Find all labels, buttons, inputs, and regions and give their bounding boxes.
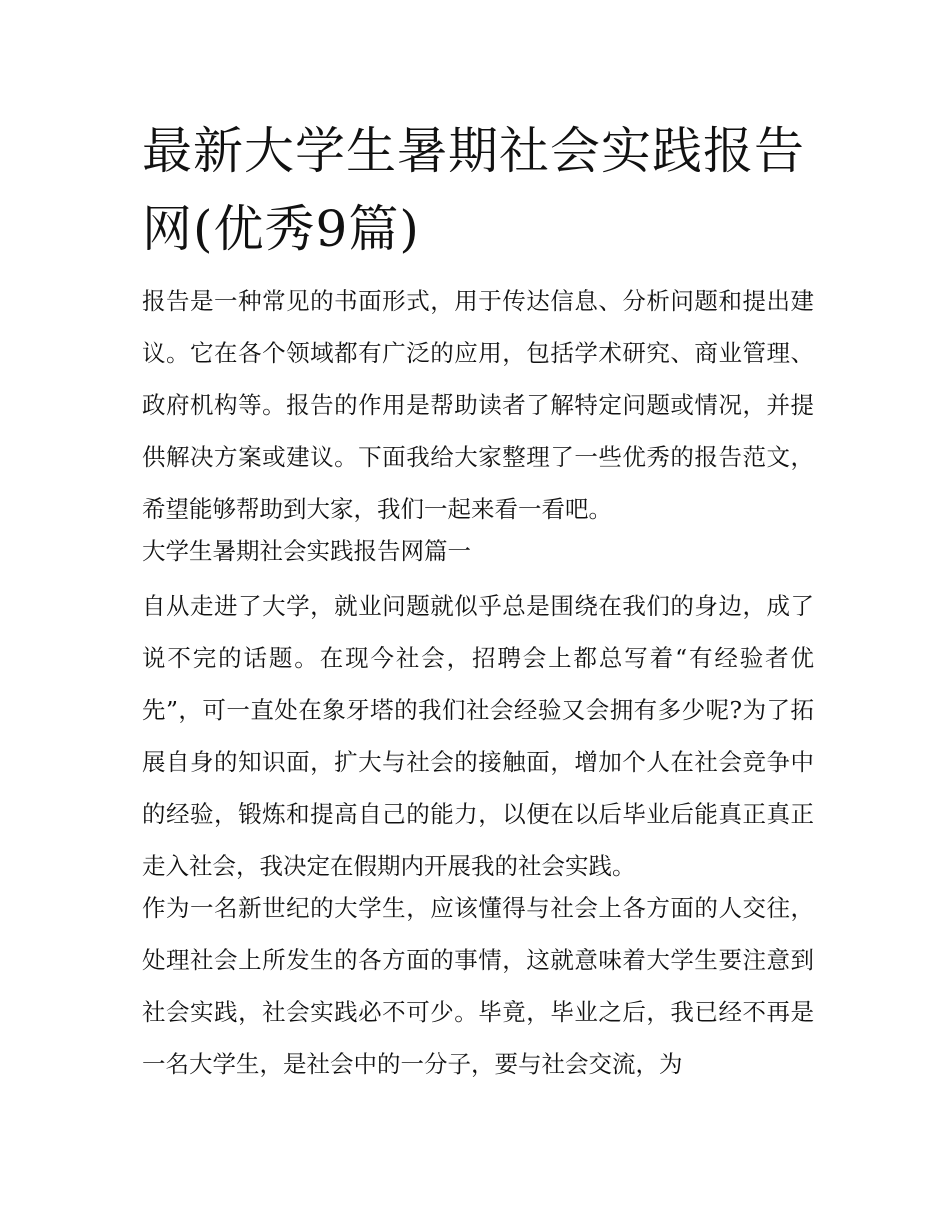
- intro-paragraph: 报告是一种常见的书面形式，用于传达信息、分析问题和提出建议。它在各个领域都有广泛的应用，包括学术研究、商业管理、政府机构等。报告的作用是帮助读者了解特定问题或情况，并提供解决方案或建议。下面我给大家整理了一些优秀的报告范文，希望能够帮助到大家，我们一起来看一看吧。: [142, 287, 814, 523]
- document-title: 最新大学生暑期社会实践报告网(优秀9篇): [142, 122, 805, 258]
- body-paragraph-2: 作为一名新世纪的大学生，应该懂得与社会上各方面的人交往，处理社会上所发生的各方面的事情，这就意味着大学生要注意到社会实践，社会实践必不可少。毕竟，毕业之后，我已经不再是一名大学生，是社会中的一分子，要与社会交流，为: [142, 894, 814, 1078]
- body-paragraph-1: 自从走进了大学，就业问题就似乎总是围绕在我们的身边，成了说不完的话题。在现今社会，招聘会上都总写着“有经验者优先”，可一直处在象牙塔的我们社会经验又会拥有多少呢?为了拓展自身的知识面，扩大与社会的接触面，增加个人在社会竞争中的经验，锻炼和提高自己的能力，以便在以后毕业后能真正真正走入社会，我决定在假期内开展我的社会实践。: [142, 592, 814, 880]
- section-heading: 大学生暑期社会实践报告网篇一: [142, 537, 471, 565]
